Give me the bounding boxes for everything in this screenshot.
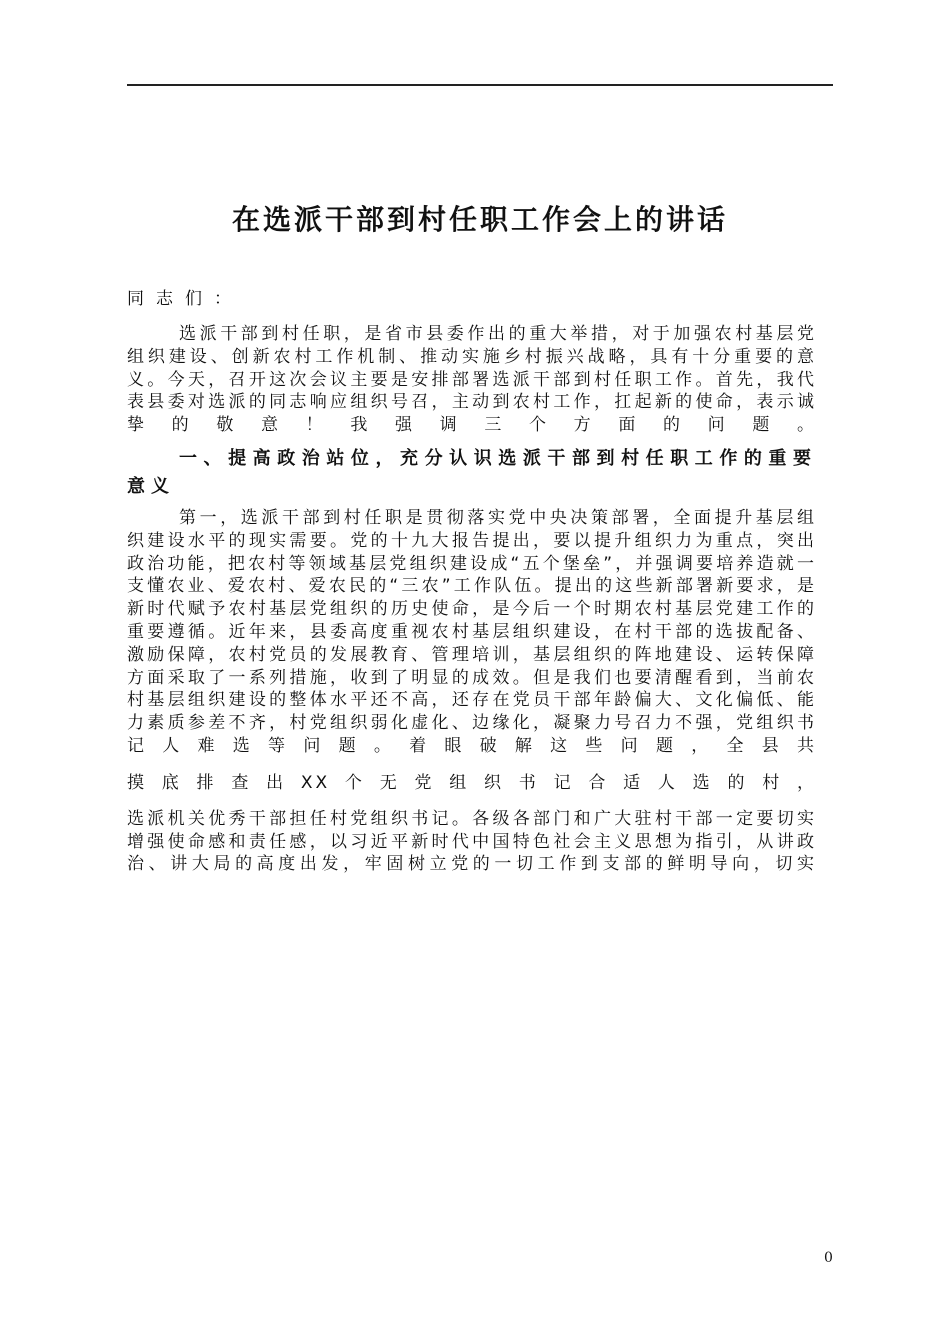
section-heading: 一、提高政治站位，充分认识选派干部到村任职工作的重要意义 [127,447,817,497]
section-paragraph: 第一，选派干部到村任职是贯彻落实党中央决策部署，全面提升基层组织建设水平的现实需要。党的十九大报告提出，要以提升组织力为重点，突出政治功能，把农村等领域基层党组织建设成“五个堡垒”，并强调要培养造就一支懂农业、爱农村、爱农民的“三农”工作队伍。提出的这些新部署新要求，是新时代赋予农村基层党组织的历史使命，是今后一个时期农村基层党建工作的重要遵循。近年来，县委高度重视农村基层组织建设，在村干部的选拔配备、激励保障，农村党员的发展教育、管理培训，基层组织的阵地建设、运转保障方面采取了一系列措施，收到了明显的成效。但是我们也要清醒看到，当前农村基层组织建设的整体水平还不高，还存在党员干部年龄偏大、文化偏低、能力素质参差不齐，村党组织弱化虚化、边缘化，凝聚力号召力不强，党组织书记人难选等问题。着眼破解这些问题，全县共 [127,507,817,756]
document-title: 在选派干部到村任职工作会上的讲话 [231,203,728,236]
page-number: 0 [824,1250,833,1266]
salutation: 同志们： [127,289,243,309]
section-paragraph-line: 摸底排查出XX个无党组织书记合适人选的村， [127,772,817,793]
document-body [127,287,817,876]
section-paragraph-continued: 选派机关优秀干部担任村党组织书记。各级各部门和广大驻村干部一定要切实增强使命感和责任感，以习近平新时代中国特色社会主义思想为指引，从讲政治、讲大局的高度出发，牢固树立党的一切工作到支部的鲜明导向，切实 [127,808,817,875]
intro-paragraph: 选派干部到村任职，是省市县委作出的重大举措，对于加强农村基层党组织建设、创新农村工作机制、推动实施乡村振兴战略，具有十分重要的意义。今天，召开这次会议主要是安排部署选派干部到村任职工作。首先，我代表县委对选派的同志响应组织号召，主动到农村工作，扛起新的使命，表示诚挚的敬意！我强调三个方面的问题。 [127,324,817,436]
header-rule [127,84,833,86]
